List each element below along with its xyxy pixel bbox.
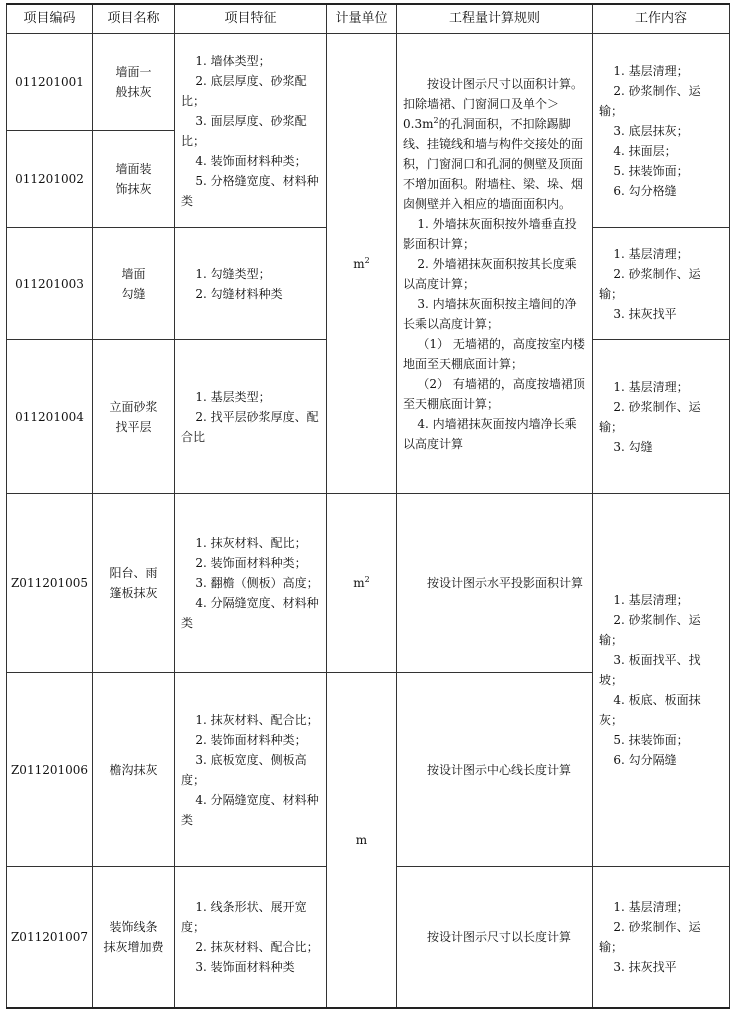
- list-line: 1. 抹灰材料、配比；: [195, 536, 307, 550]
- header-work: 工作内容: [593, 4, 730, 34]
- list-line: 3. 抹灰找平: [613, 306, 677, 321]
- list-line: 2. 外墙裙抹灰面积按其长度乘以高度计算；: [403, 256, 577, 291]
- item-name: 墙面一 般抹灰: [93, 34, 175, 131]
- header-name: 项目名称: [93, 4, 175, 34]
- list-line: 4. 分隔缝宽度、材料种类: [181, 596, 319, 630]
- calc-rule: 按设计图示水平投影面积计算: [397, 494, 593, 673]
- list-line: 1. 抹灰材料、配合比；: [195, 712, 319, 727]
- list-line: 5. 抹装饰面；: [613, 163, 689, 178]
- item-features: [175, 494, 327, 673]
- list-line: 2. 装饰面材料种类；: [195, 556, 307, 570]
- header-code: 项目编码: [7, 4, 93, 34]
- item-features: [175, 867, 327, 1008]
- list-line: 4. 装饰面材料种类；: [195, 153, 307, 168]
- list-line: 5. 抹装饰面；: [613, 733, 689, 747]
- list-line: 1. 墙体类型；: [195, 53, 271, 68]
- list-line: 6. 勾分格缝: [613, 183, 677, 198]
- list-line: 3. 抹灰找平: [613, 959, 677, 974]
- list-line: 3. 底层抹灰；: [613, 123, 689, 138]
- list-line: 1. 外墙抹灰面积按外墙垂直投影面积计算；: [403, 216, 577, 251]
- calc-rule: 按设计图示尺寸以长度计算: [397, 867, 593, 1008]
- work-content: [593, 494, 730, 867]
- item-features: [175, 34, 327, 228]
- list-line: 3. 内墙抹灰面积按主墙间的净长乘以高度计算；: [403, 296, 577, 331]
- item-code: 011201002: [7, 131, 93, 228]
- item-code: 011201001: [7, 34, 93, 131]
- list-line: 1. 勾缝类型；: [195, 266, 271, 281]
- item-name: 檐沟抹灰: [93, 673, 175, 867]
- list-line: 4. 板底、板面抹灰；: [599, 693, 701, 727]
- header-row: [7, 4, 730, 34]
- list-line: 1. 线条形状、展开宽度；: [181, 899, 307, 934]
- item-features: [175, 340, 327, 494]
- list-line: 2. 砂浆制作、运输；: [599, 919, 701, 954]
- item-name: 墙面装 饰抹灰: [93, 131, 175, 228]
- list-line: 3. 底板宽度、侧板高度；: [181, 752, 307, 787]
- list-line: 4. 内墙裙抹灰面按内墙净长乘以高度计算: [403, 416, 577, 451]
- list-line: （2） 有墙裙的，高度按墙裙顶至天棚底面计算；: [403, 376, 585, 411]
- unit-cell: m: [327, 673, 397, 1008]
- item-name: 墙面 勾缝: [93, 228, 175, 340]
- item-code: Z011201006: [7, 673, 93, 867]
- list-line: 2. 砂浆制作、运输；: [599, 399, 701, 434]
- item-code: 011201003: [7, 228, 93, 340]
- header-rule: 工程量计算规则: [397, 4, 593, 34]
- list-line: 4. 分隔缝宽度、材料种类: [181, 792, 319, 827]
- list-line: 1. 基层清理；: [613, 379, 689, 394]
- list-line: 3. 勾缝: [613, 439, 653, 454]
- unit-cell: $m^2$: [327, 494, 397, 673]
- list-line: 3. 板面找平、找坡；: [599, 653, 701, 687]
- item-code: Z011201005: [7, 494, 93, 673]
- item-features: [175, 673, 327, 867]
- item-name: 阳台、雨 篷板抹灰: [93, 494, 175, 673]
- item-code: Z011201007: [7, 867, 93, 1008]
- list-line: 2. 抹灰材料、配合比；: [195, 939, 319, 954]
- work-content: [593, 340, 730, 494]
- list-line: 1. 基层类型；: [195, 389, 271, 404]
- list-line: 1. 基层清理；: [613, 246, 689, 261]
- item-code: 011201004: [7, 340, 93, 494]
- item-name: 装饰线条 抹灰增加费: [93, 867, 175, 1008]
- list-line: 2. 砂浆制作、运输；: [599, 83, 701, 118]
- calc-rule: 按设计图示中心线长度计算: [397, 673, 593, 867]
- header-features: 项目特征: [175, 4, 327, 34]
- work-content: [593, 867, 730, 1008]
- work-content: [593, 228, 730, 340]
- list-line: 2. 底层厚度、砂浆配比；: [181, 73, 307, 108]
- table-row: [7, 494, 730, 673]
- list-line: 2. 找平层砂浆厚度、配合比: [181, 409, 319, 444]
- list-line: 4. 抹面层；: [613, 143, 677, 158]
- list-line: 3. 面层厚度、砂浆配比；: [181, 113, 307, 148]
- work-content: [593, 34, 730, 228]
- list-line: 5. 分格缝宽度、材料种类: [181, 173, 319, 208]
- list-line: 1. 基层清理；: [613, 63, 689, 78]
- list-line: 6. 勾分隔缝: [613, 753, 677, 767]
- list-line: 2. 装饰面材料种类；: [195, 732, 307, 747]
- list-line: 1. 基层清理；: [613, 899, 689, 914]
- quota-table: [6, 3, 730, 1009]
- list-line: 2. 砂浆制作、运输；: [599, 613, 701, 647]
- unit-cell: $m^2$: [327, 34, 397, 494]
- item-features: [175, 228, 327, 340]
- list-line: （1） 无墙裙的，高度按室内楼地面至天棚底面计算；: [403, 336, 585, 371]
- list-line: 3. 装饰面材料种类: [195, 959, 295, 974]
- list-line: 2. 砂浆制作、运输；: [599, 266, 701, 301]
- list-line: 3. 翻檐（侧板）高度；: [195, 576, 319, 590]
- table-row: [7, 34, 730, 131]
- list-line: 1. 基层清理；: [613, 593, 689, 607]
- item-name: 立面砂浆 找平层: [93, 340, 175, 494]
- calc-rule: 按设计图示尺寸以面积计算。扣除墙裙、门窗洞口及单个$>0.3m^2$的孔洞面积，不扣除踢脚线、挂镜线和墙与构件交接处的面积，门窗洞口和孔洞的侧壁及顶面不增加面积。附墙柱、梁、垛、烟囱侧壁并入相应的墙面面积内。 1. 外墙抹灰面积按外墙垂直投影面积计算； 2. 外墙裙抹灰面积按其长度乘以高度计算； 3. 内墙抹灰面积按主墙间的净长乘以高度计算； （1） 无墙裙的，高度按室内楼地面至天棚底面计算； （2） 有墙裙的，高度按墙裙顶至天棚底面计算； 4. 内墙裙抹灰面按内墙净长乘以高度计算: [397, 34, 593, 494]
- list-line: 2. 勾缝材料种类: [195, 286, 283, 301]
- header-unit: 计量单位: [327, 4, 397, 34]
